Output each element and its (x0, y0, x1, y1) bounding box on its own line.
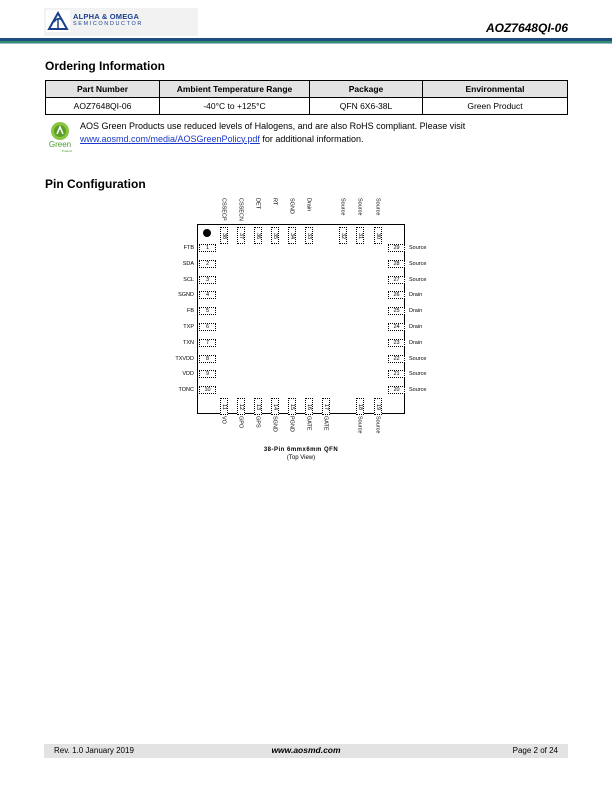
pin-23: 23 (388, 339, 405, 347)
green-logo-text: Green (48, 140, 72, 149)
pin-label-source: Source (356, 198, 363, 216)
pin-label-source: Source (409, 260, 427, 267)
pin-31: 31 (356, 227, 364, 244)
ordering-table (45, 80, 568, 115)
pin-21: 21 (388, 370, 405, 378)
pin-label-drain: Drain (409, 308, 423, 315)
pin1-marker (203, 229, 211, 237)
pin-label-gate: GATE (322, 416, 329, 431)
pin-label-source: Source (374, 416, 381, 434)
col-header: Part Number (46, 81, 160, 98)
pin-30: 30 (374, 227, 382, 244)
pin-13: 13 (254, 398, 262, 415)
pin-label-drain: Drain (409, 339, 423, 346)
table-cell: Green Product (423, 98, 568, 115)
pin-38: 38 (220, 227, 228, 244)
pin-34: 34 (288, 227, 296, 244)
pin-label-txn: TXN (183, 339, 194, 346)
col-header: Package (310, 81, 423, 98)
pin-label-rt: RT (271, 198, 278, 206)
pin-label-sgnd: SGND (178, 292, 194, 299)
pin-37: 37 (237, 227, 245, 244)
document-title: AOZ7648QI-06 (485, 21, 568, 35)
pin-27: 27 (388, 276, 405, 284)
pin-label-sgnd: SGND (288, 198, 295, 214)
pin-label-source: Source (374, 198, 381, 216)
pin-19: 19 (374, 398, 382, 415)
pin-9: 9 (199, 370, 216, 378)
pin-label-txvdd: TXVDD (175, 355, 194, 362)
pin-3: 3 (199, 276, 216, 284)
pin-label-gpo: GPO (237, 416, 244, 429)
pin-18: 18 (356, 398, 364, 415)
table-row (46, 98, 568, 115)
green-product-icon (46, 121, 74, 153)
pin-label-pgnd: PGND (288, 416, 295, 432)
pin-5: 5 (199, 307, 216, 315)
pin-label-vdd: VDD (182, 371, 194, 378)
pin-label-source: Source (409, 245, 427, 251)
pin-20: 20 (388, 386, 405, 394)
pin-label-ftb: FTB (183, 245, 194, 251)
pin-4: 4 (199, 291, 216, 299)
header-rule-light (0, 43, 612, 44)
col-header: Environmental (423, 81, 568, 98)
pin-26: 26 (388, 291, 405, 299)
pin-label-scl: SCL (183, 276, 194, 283)
pin-label-gate: GATE (305, 416, 312, 431)
pin-label-det: DET (254, 198, 261, 209)
pin-label-cssecp: CSSECP (220, 198, 227, 221)
pin-17: 17 (322, 398, 330, 415)
green-policy-text (80, 120, 560, 145)
pin-15: 15 (288, 398, 296, 415)
package-caption: 38-Pin 6mmx6mm QFN (263, 447, 339, 453)
pin-config-title: Pin Configuration (45, 177, 146, 191)
page-number: Page 2 of 24 (512, 746, 558, 755)
page-footer (44, 744, 568, 758)
pin-28: 28 (388, 260, 405, 268)
footer-url[interactable]: www.aosmd.com (271, 745, 341, 755)
pin-label-drain: Drain (409, 324, 423, 330)
table-cell: AOZ7648QI-06 (46, 98, 160, 115)
pin-label-drain: Drain (305, 198, 312, 212)
view-caption: (Top View) (286, 455, 316, 461)
green-logo-subtext: Product (61, 149, 73, 153)
ordering-title: Ordering Information (45, 59, 165, 73)
green-policy-tail: for additional information. (259, 133, 364, 144)
pin-35: 35 (271, 227, 279, 244)
pin-label-tonc: TONC (178, 387, 194, 394)
pin-label-source: Source (409, 355, 427, 362)
pin-22: 22 (388, 355, 405, 363)
pin-12: 12 (237, 398, 245, 415)
table-cell: QFN 6X6-38L (310, 98, 423, 115)
pin-label-fb: FB (186, 308, 194, 315)
green-policy-sentence: AOS Green Products use reduced levels of Halogens, and are also RoHS compliant. Please visit (80, 121, 466, 131)
pin-16: 16 (305, 398, 313, 415)
pin-label-vo: VO (220, 416, 227, 424)
col-header: Ambient Temperature Range (160, 81, 310, 98)
pin-29: 29 (388, 244, 405, 252)
pin-36: 36 (254, 227, 262, 244)
pin-14: 14 (271, 398, 279, 415)
pin-label-sgnd: SGND (271, 416, 278, 432)
pin-10: 10 (199, 386, 216, 394)
table-cell: -40°C to +125°C (160, 98, 310, 115)
pin-label-source: Source (339, 198, 346, 216)
pin-label-source: Source (356, 416, 363, 434)
pin-label-cssecn: CSSECN (237, 198, 244, 221)
pin-label-source: Source (409, 371, 427, 378)
pin-24: 24 (388, 323, 405, 331)
pin-2: 2 (199, 260, 216, 268)
pin-25: 25 (388, 307, 405, 315)
pin-1: 1 (199, 244, 216, 252)
pin-label-gps: GPS (254, 416, 261, 428)
pin-32: 32 (339, 227, 347, 244)
brand-subtitle: SEMICONDUCTOR (73, 21, 143, 27)
aos-logo-icon (46, 10, 70, 32)
pin-label-sda: SDA (182, 260, 194, 267)
revision-label: Rev. 1.0 January 2019 (54, 746, 134, 755)
pin-7: 7 (199, 339, 216, 347)
pin-label-source: Source (409, 276, 427, 283)
green-policy-link[interactable]: www.aosmd.com/media/AOSGreenPolicy.pdf (80, 133, 260, 144)
pin-label-source: Source (409, 387, 427, 394)
pin-label-txp: TXP (183, 324, 194, 330)
pin-11: 11 (220, 398, 228, 415)
pin-6: 6 (199, 323, 216, 331)
pin-8: 8 (199, 355, 216, 363)
pin-label-drain: Drain (409, 292, 423, 299)
brand-name: ALPHA & OMEGA (73, 12, 140, 21)
qfn-package-outline (197, 224, 405, 414)
pin-33: 33 (305, 227, 313, 244)
